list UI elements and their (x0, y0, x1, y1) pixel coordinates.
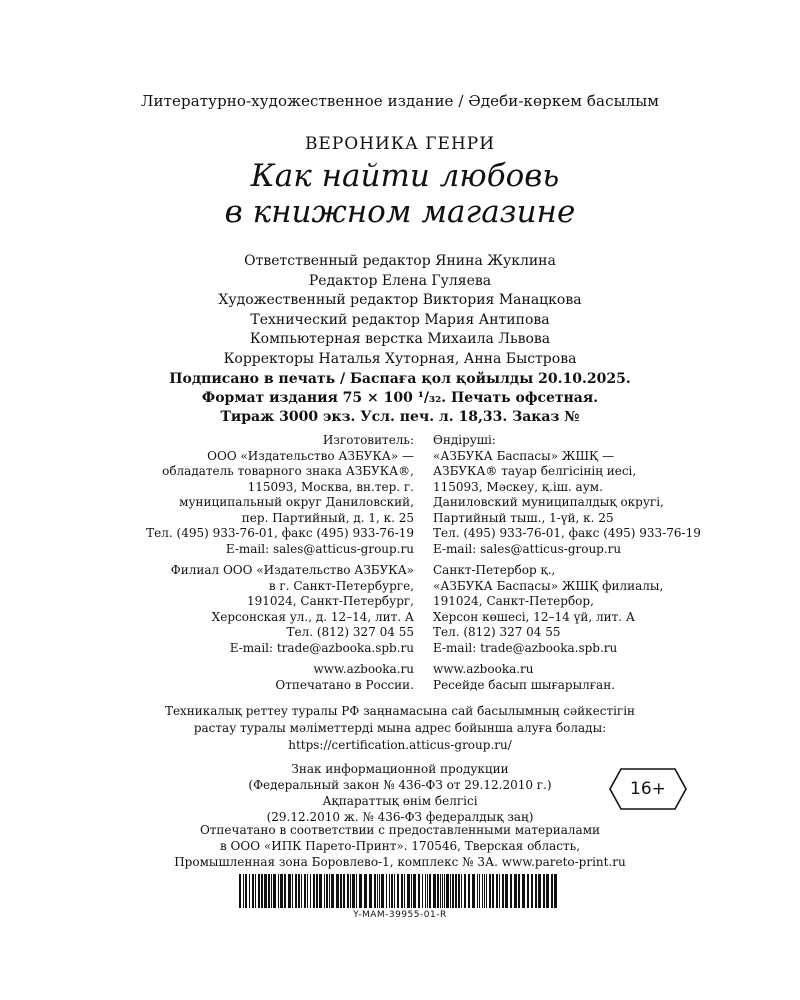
tech-regulation-line: Техникалық реттеу туралы РФ заңнамасына сай басылымның сәйкестігін (164, 704, 636, 718)
format-line: Формат издания 75 × 100 ¹/₃₂. Печать офсетная. (201, 390, 599, 406)
manufacturer-line: 115093, Мәскеу, қ.іш. аум. (433, 479, 603, 494)
age-rating-label: 16+ (630, 779, 666, 799)
signed-to-print-line: Подписано в печать / Баспаға қол қойылды 20.10.2025. (169, 371, 631, 387)
branch-line: E-mail: trade@azbooka.spb.ru (229, 640, 414, 655)
print-info (0, 370, 800, 427)
branch-line: E-mail: trade@azbooka.spb.ru (433, 640, 618, 655)
manufacturer-line: муниципальный округ Даниловский, (179, 495, 414, 509)
book-author: ВЕРОНИКА ГЕНРИ (304, 134, 496, 154)
website-line: www.azbooka.ru (433, 662, 534, 676)
certification-url: https://certification.atticus-group.ru/ (288, 738, 512, 752)
branch-line: Санкт-Петербор қ., (433, 563, 556, 577)
branch-line: Херсонская ул., д. 12–14, лит. А (211, 609, 414, 624)
age-rating-badge (608, 767, 688, 811)
manufacturer-line: АЗБУКА® тауар белгісінің иесі, (433, 464, 637, 478)
manufacturer-line: Изготовитель: (322, 433, 414, 447)
branch-line: «АЗБУКА Баспасы» ЖШҚ филиалы, (433, 578, 664, 593)
info-sign-text (190, 761, 610, 825)
branch-line: 191024, Санкт-Петербург, (246, 594, 414, 608)
branch-line: 191024, Санкт-Петербор, (433, 594, 594, 608)
barcode-icon (237, 874, 563, 908)
book-title (0, 158, 800, 230)
info-sign-line: (Федеральный закон № 436-ФЗ от 29.12.2010 г.) (248, 778, 552, 792)
branch-line: Филиал ООО «Издательство АЗБУКА» (170, 563, 414, 577)
credit-line: Художественный редактор Виктория Манацкова (218, 292, 582, 308)
manufacturer-line: «АЗБУКА Баспасы» ЖШҚ — (433, 448, 615, 463)
branch-line: Тел. (812) 327 04 55 (433, 625, 561, 639)
tech-regulation-note (0, 703, 800, 754)
tech-regulation-line: растау туралы мәліметтерді мына адрес бойынша алуға болады: (193, 721, 607, 735)
printing-house-line: в ООО «ИПК Парето-Принт». 170546, Тверская область, (219, 839, 581, 853)
printed-in-line: Отпечатано в России. (275, 677, 414, 692)
manufacturer-line: Партийный тыш., 1-үй, к. 25 (433, 510, 614, 525)
manufacturer-line: Тел. (495) 933-76-01, факс (495) 933-76-19 (433, 526, 701, 540)
manufacturer-line: пер. Партийный, д. 1, к. 25 (241, 510, 414, 525)
branch-line: Херсон көшесі, 12–14 үй, лит. А (433, 609, 635, 624)
manufacturer-line: E-mail: sales@atticus-group.ru (225, 541, 414, 556)
book-title-line-1: Как найти любовь (250, 158, 560, 194)
manufacturer-line: 115093, Москва, вн.тер. г. (247, 479, 414, 494)
book-title-line-2: в книжном магазине (224, 194, 576, 230)
info-sign-line: Ақпараттық өнім белгісі (322, 794, 478, 808)
info-sign-line: (29.12.2010 ж. № 436-ФЗ федералдық заң) (266, 810, 534, 824)
credit-line: Компьютерная верстка Михаила Львова (249, 331, 551, 347)
printing-house-note (0, 822, 800, 870)
publisher-details-kazakh (433, 433, 701, 693)
website-line: www.azbooka.ru (313, 662, 414, 676)
barcode-number: Y-MAM-39955-01-R (353, 910, 447, 920)
manufacturer-line: E-mail: sales@atticus-group.ru (433, 541, 622, 556)
printing-house-line: Отпечатано в соответствии с предоставленными материалами (199, 823, 601, 837)
publisher-details-russian (146, 433, 414, 693)
manufacturer-line: Өндіруші: (433, 433, 496, 447)
edition-type-line: Литературно-художественное издание / Әдеби-көркем басылым (140, 92, 660, 110)
print-run-line: Тираж 3000 экз. Усл. печ. л. 18,33. Заказ № (220, 409, 580, 425)
printing-house-line: Промышленная зона Боровлево-1, комплекс № 3А. www.pareto-print.ru (174, 855, 626, 869)
credit-line: Редактор Елена Гуляева (308, 272, 492, 289)
branch-line: в г. Санкт-Петербурге, (268, 578, 414, 593)
printed-in-line: Ресейде басып шығарылған. (433, 677, 616, 692)
editorial-credits (0, 252, 800, 369)
credit-line: Технический редактор Мария Антипова (250, 311, 550, 328)
info-sign-line: Знак информационной продукции (291, 762, 509, 776)
manufacturer-line: Даниловский муниципалдық округі, (433, 495, 664, 509)
credit-line: Ответственный редактор Янина Жуклина (244, 253, 556, 269)
barcode (237, 874, 563, 930)
manufacturer-line: Тел. (495) 933-76-01, факс (495) 933-76-19 (146, 526, 414, 540)
credit-line: Корректоры Наталья Хуторная, Анна Быстрова (223, 350, 577, 367)
branch-line: Тел. (812) 327 04 55 (286, 625, 414, 639)
manufacturer-line: обладатель товарного знака АЗБУКА®, (162, 464, 414, 478)
manufacturer-line: ООО «Издательство АЗБУКА» — (207, 448, 414, 463)
